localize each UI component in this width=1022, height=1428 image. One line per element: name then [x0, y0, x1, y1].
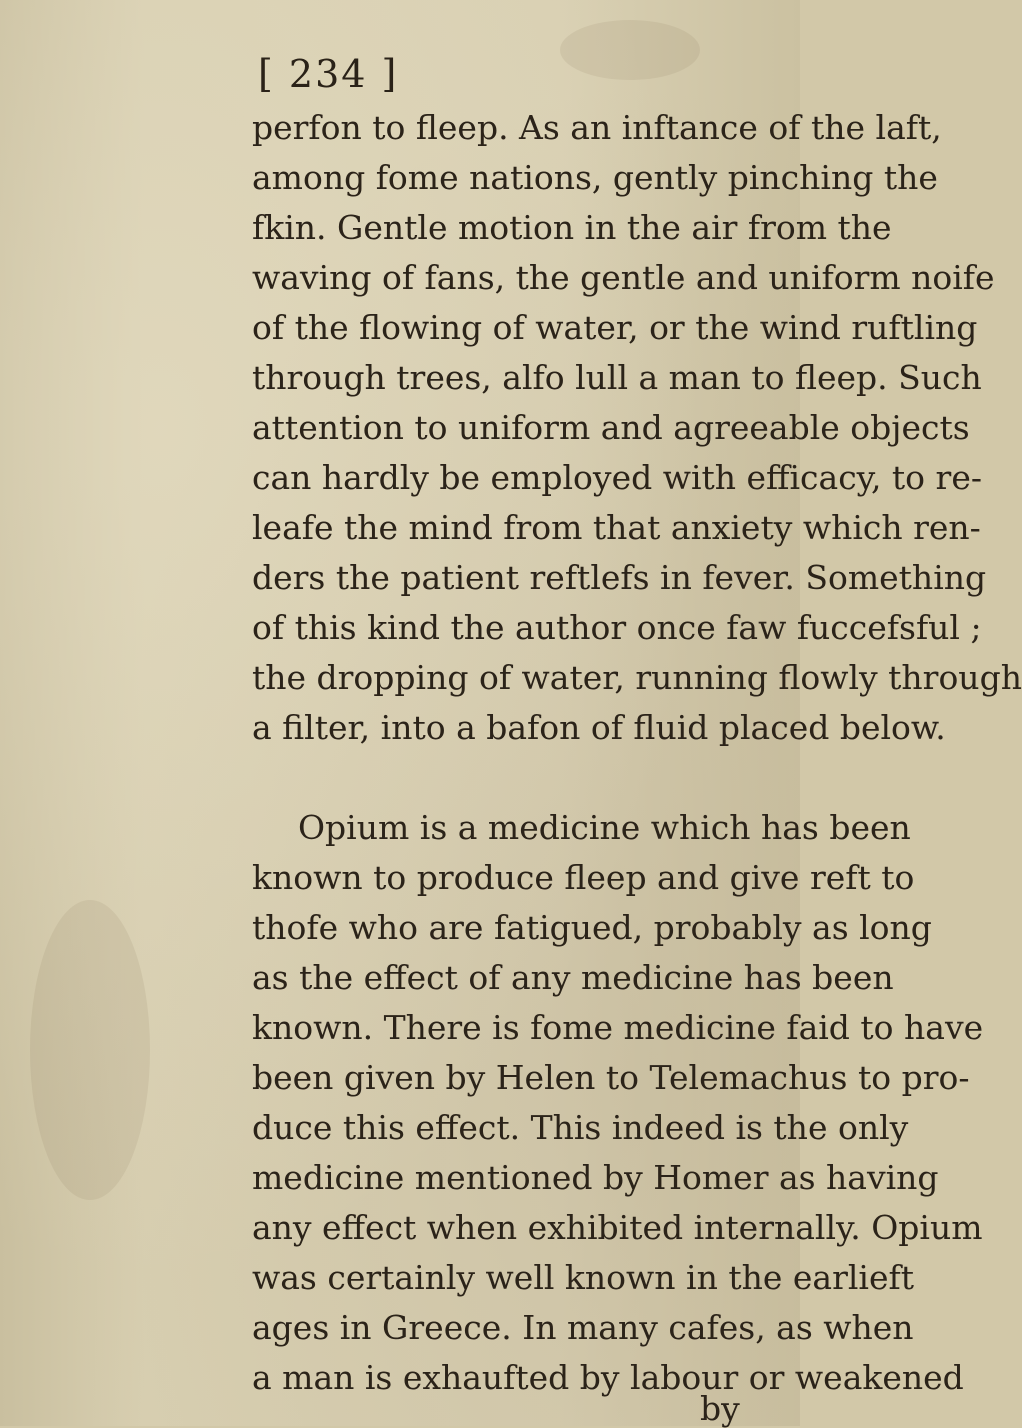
text-line: of the flowing of water, or the wind ruftling — [252, 308, 978, 347]
paper-stain — [30, 900, 150, 1200]
text-line: among fome nations, gently pinching the — [252, 158, 938, 197]
text-line: waving of fans, the gentle and uniform noife — [252, 258, 995, 297]
text-line: known to produce fleep and give reft to — [252, 858, 915, 897]
text-line: can hardly be employed with efficacy, to re- — [252, 458, 982, 497]
text-line: the dropping of water, running flowly through — [252, 658, 1022, 697]
text-line: perfon to fleep. As an inftance of the laft, — [252, 108, 942, 147]
text-line: a man is exhaufted by labour or weakened — [252, 1358, 964, 1397]
text-line: fkin. Gentle motion in the air from the — [252, 208, 892, 247]
text-line: duce this effect. This indeed is the only — [252, 1108, 909, 1147]
text-line: through trees, alfo lull a man to fleep. Such — [252, 358, 982, 397]
text-line: as the effect of any medicine has been — [252, 958, 894, 997]
text-line: of this kind the author once faw fuccefsful ; — [252, 608, 982, 647]
text-line: ages in Greece. In many cafes, as when — [252, 1308, 914, 1347]
catchword: by — [700, 1389, 740, 1428]
text-line: been given by Helen to Telemachus to pro- — [252, 1058, 970, 1097]
text-line: leafe the mind from that anxiety which ren- — [252, 508, 981, 547]
page-number: [ 234 ] — [258, 52, 399, 96]
text-line: known. There is fome medicine faid to have — [252, 1008, 984, 1047]
text-line: attention to uniform and agreeable objects — [252, 408, 970, 447]
text-line: a filter, into a bafon of fluid placed below. — [252, 708, 946, 747]
text-line: any effect when exhibited internally. Opium — [252, 1208, 983, 1247]
text-line: thofe who are fatigued, probably as long — [252, 908, 932, 947]
text-line: was certainly well known in the earlieft — [252, 1258, 914, 1297]
text-line: Opium is a medicine which has been — [298, 808, 911, 847]
text-line: medicine mentioned by Homer as having — [252, 1158, 939, 1197]
paper-stain — [560, 20, 700, 80]
text-line: ders the patient reftlefs in fever. Something — [252, 558, 987, 597]
